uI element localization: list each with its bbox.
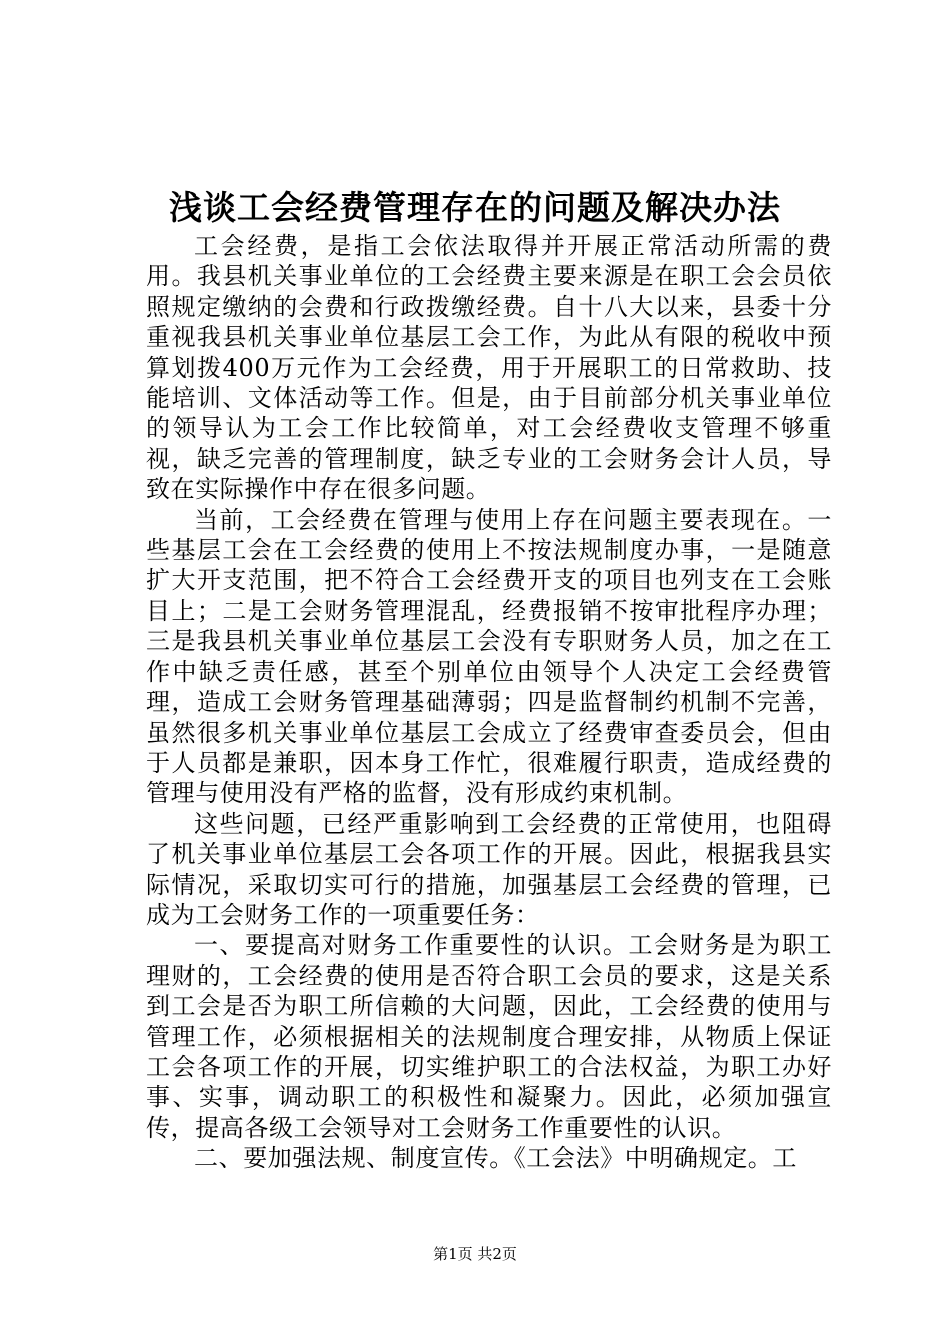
paragraph-4: 一、要提高对财务工作重要性的认识。工会财务是为职工理财的，工会经费的使用是否符合职工会员的要求，这是关系到工会是否为职工所信赖的大问题，因此，工会经费的使用与管理工作，必须根据相关的法规制度合理安排，从物质上保证工会各项工作的开展，切实维护职工的合法权益，为职工办好事、实事，调动职工的积极性和凝聚力。因此，必须加强宣传，提高各级工会领导对工会财务工作重要性的认识。: [146, 931, 832, 1142]
document-body: [146, 231, 832, 1174]
document-title: 浅谈工会经费管理存在的问题及解决办法: [169, 188, 781, 227]
page-number-footer: 第1页 共2页: [433, 1245, 517, 1263]
paragraph-1: 工会经费，是指工会依法取得并开展正常活动所需的费用。我县机关事业单位的工会经费主要来源是在职工会会员依照规定缴纳的会费和行政拨缴经费。自十八大以来，县委十分重视我县机关事业单位基层工会工作，为此从有限的税收中预算划拨400万元作为工会经费，用于开展职工的日常救助、技能培训、文体活动等工作。但是，由于目前部分机关事业单位的领导认为工会工作比较简单，对工会经费收支管理不够重视，缺乏完善的管理制度，缺乏专业的工会财务会计人员，导致在实际操作中存在很多问题。: [146, 232, 832, 504]
paragraph-3: 这些问题，已经严重影响到工会经费的正常使用，也阻碍了机关事业单位基层工会各项工作的开展。因此，根据我县实际情况，采取切实可行的措施，加强基层工会经费的管理，已成为工会财务工作的一项重要任务：: [146, 809, 832, 929]
paragraph-5: 二、要加强法规、制度宣传。《工会法》中明确规定。工: [194, 1144, 797, 1173]
paragraph-2: 当前，工会经费在管理与使用上存在问题主要表现在。一些基层工会在工会经费的使用上不按法规制度办事，一是随意扩大开支范围，把不符合工会经费开支的项目也列支在工会账目上；二是工会财务管理混乱，经费报销不按审批程序办理；三是我县机关事业单位基层工会没有专职财务人员，加之在工作中缺乏责任感，甚至个别单位由领导个人决定工会经费管理，造成工会财务管理基础薄弱；四是监督制约机制不完善，虽然很多机关事业单位基层工会成立了经费审查委员会，但由于人员都是兼职，因本身工作忙，很难履行职责，造成经费的管理与使用没有严格的监督，没有形成约束机制。: [146, 505, 832, 808]
